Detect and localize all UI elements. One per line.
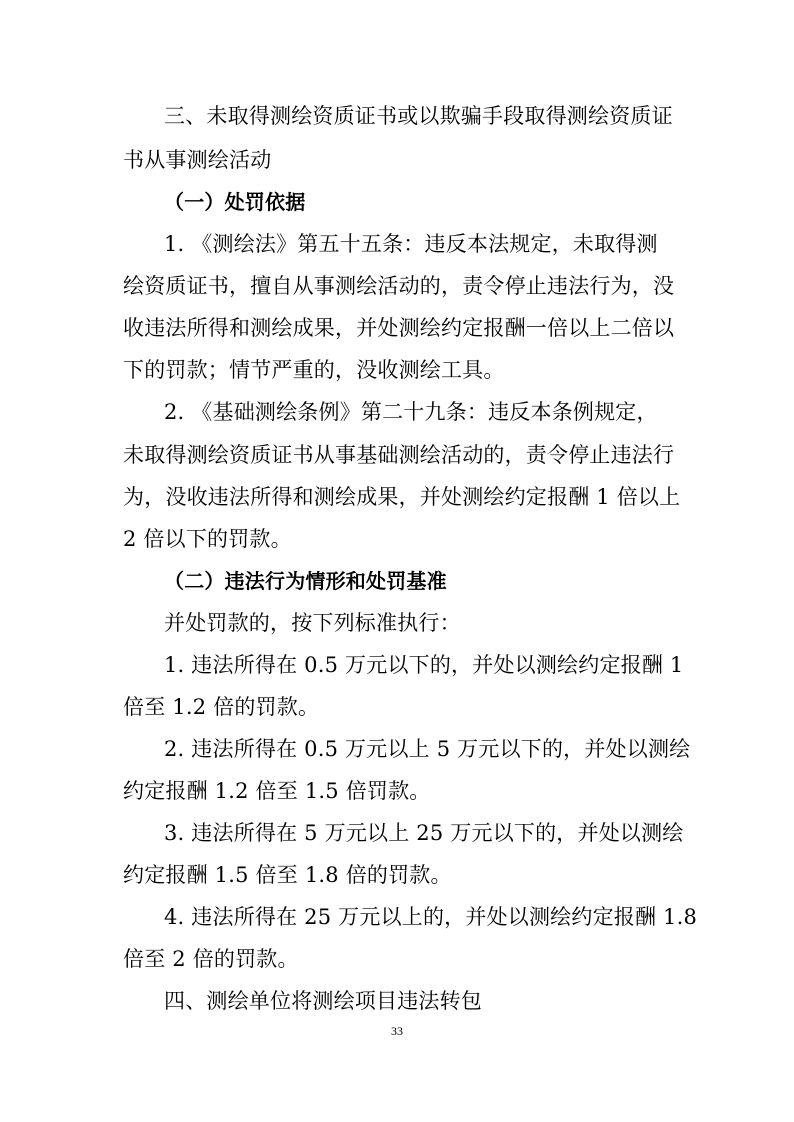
paragraph-line: 3. 违法所得在 5 万元以上 25 万元以下的，并处以测绘	[164, 821, 684, 845]
section-heading-3: 三、未取得测绘资质证书或以欺骗手段取得测绘资质证	[164, 104, 673, 128]
paragraph-line: 倍至 2 倍的罚款。	[123, 947, 299, 971]
paragraph-line: 约定报酬 1.5 倍至 1.8 倍的罚款。	[123, 863, 452, 887]
paragraph-line: 收违法所得和测绘成果，并处测绘约定报酬一倍以上二倍以	[123, 316, 675, 340]
paragraph-line: 2. 违法所得在 0.5 万元以上 5 万元以下的，并处以测绘	[164, 737, 691, 761]
paragraph-line: 下的罚款；情节严重的，没收测绘工具。	[123, 358, 505, 382]
paragraph-line: 1. 违法所得在 0.5 万元以下的，并处以测绘约定报酬 1	[164, 653, 684, 677]
paragraph-line: 2. 《基础测绘条例》第二十九条：违反本条例规定，	[164, 400, 658, 424]
paragraph-line: 1. 《测绘法》第五十五条：违反本法规定，未取得测	[164, 232, 658, 256]
subheading-penalty-basis: （一）处罚依据	[164, 190, 306, 214]
paragraph-line: 倍至 1.2 倍的罚款。	[123, 695, 320, 719]
section-heading-4: 四、测绘单位将测绘项目违法转包	[164, 989, 482, 1013]
paragraph-line: 绘资质证书，擅自从事测绘活动的，责令停止违法行为，没	[123, 274, 675, 298]
paragraph-line: 未取得测绘资质证书从事基础测绘活动的，责令停止违法行	[123, 443, 675, 467]
subheading-violation-criteria: （二）违法行为情形和处罚基准	[164, 569, 447, 593]
paragraph-line: 并处罚款的，按下列标准执行：	[164, 611, 461, 635]
paragraph-line: 2 倍以下的罚款。	[123, 527, 292, 551]
paragraph-line: 为，没收违法所得和测绘成果，并处测绘约定报酬 1 倍以上	[123, 485, 681, 509]
paragraph-line: 约定报酬 1.2 倍至 1.5 倍罚款。	[123, 779, 431, 803]
paragraph-line: 4. 违法所得在 25 万元以上的，并处以测绘约定报酬 1.8	[164, 905, 698, 929]
page-number: 33	[391, 1024, 403, 1038]
section-heading-3-cont: 书从事测绘活动	[123, 148, 272, 172]
